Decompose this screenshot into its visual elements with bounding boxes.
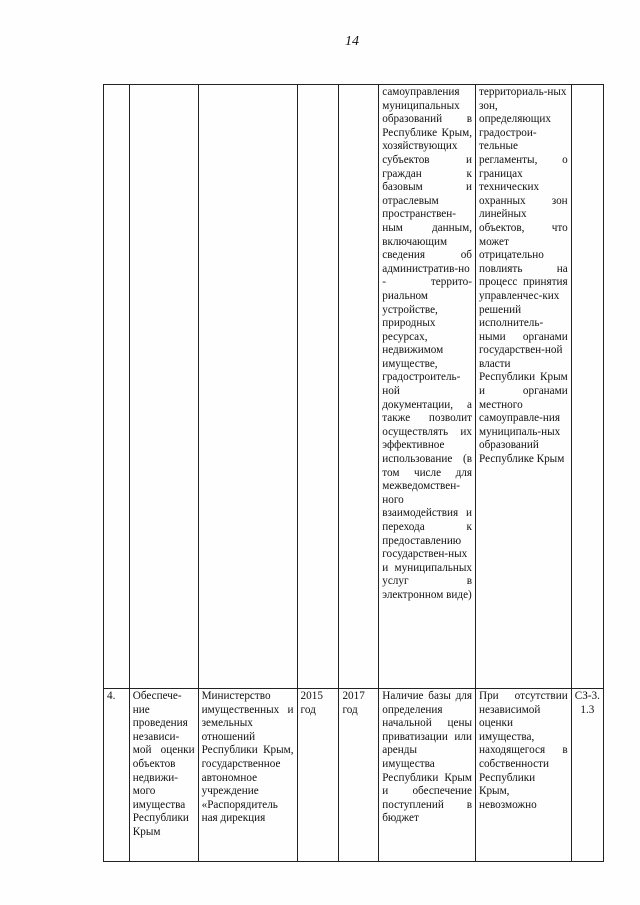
cell-consequences: территориаль-ных зон, определяющих градострои-тельные регламенты, о границах технических охранных зон линейных объектов, что может отрицательно повлиять на процесс принятия управленчес-ких решений исполнитель-ными органами государствен-ной власти Республики Крым и органами местного самоуправле-ния муниципаль-ных образований Республике Крым [476,85,572,689]
cell-executor [198,85,297,689]
cell-expected-result: самоуправления муниципальных образований в Республике Крым, хозяйствующих субъектов и граждан к базовым и отраслевым пространствен-ным данным, включающим сведения об административ-но - террито-риальном устройстве, природных ресурсах, недвижимом имуществе, градостроитель-ной документации, а также позволит осуществлять их эффективное использование (в том числе для межведомствен-ного взаимодействия и перехода к предоставлению государствен-ных и муниципальных услуг в электронном виде) [379,85,476,689]
cell-consequences: При отсутствии независимой оценки имущества, находящегося в собственности Республики Крым, невозможно [476,689,572,862]
cell-executor: Министерство имущественных и земельных отношений Республики Крым, государственное автономное учреждение «Распорядитель ная дирекция [198,689,297,862]
cell-number [104,85,130,689]
cell-code [571,85,603,689]
cell-measure-name: Обеспече-ние проведения независи-мой оценки объектов недвижи-мого имущества Республики Крым [129,689,198,862]
cell-start-year: 2015 год [297,689,339,862]
cell-end-year [339,85,379,689]
document-table [103,84,604,862]
cell-expected-result: Наличие базы для определения начальной цены приватизации или аренды имущества Республики Крым и обеспечение поступлений в бюджет [379,689,476,862]
cell-code: СЗ-3.1.3 [571,689,603,862]
cell-end-year: 2017 год [339,689,379,862]
table-row [104,689,604,862]
table-row [104,85,604,689]
page-number: 14 [345,34,359,49]
cell-measure-name [129,85,198,689]
cell-number: 4. [104,689,130,862]
cell-start-year [297,85,339,689]
